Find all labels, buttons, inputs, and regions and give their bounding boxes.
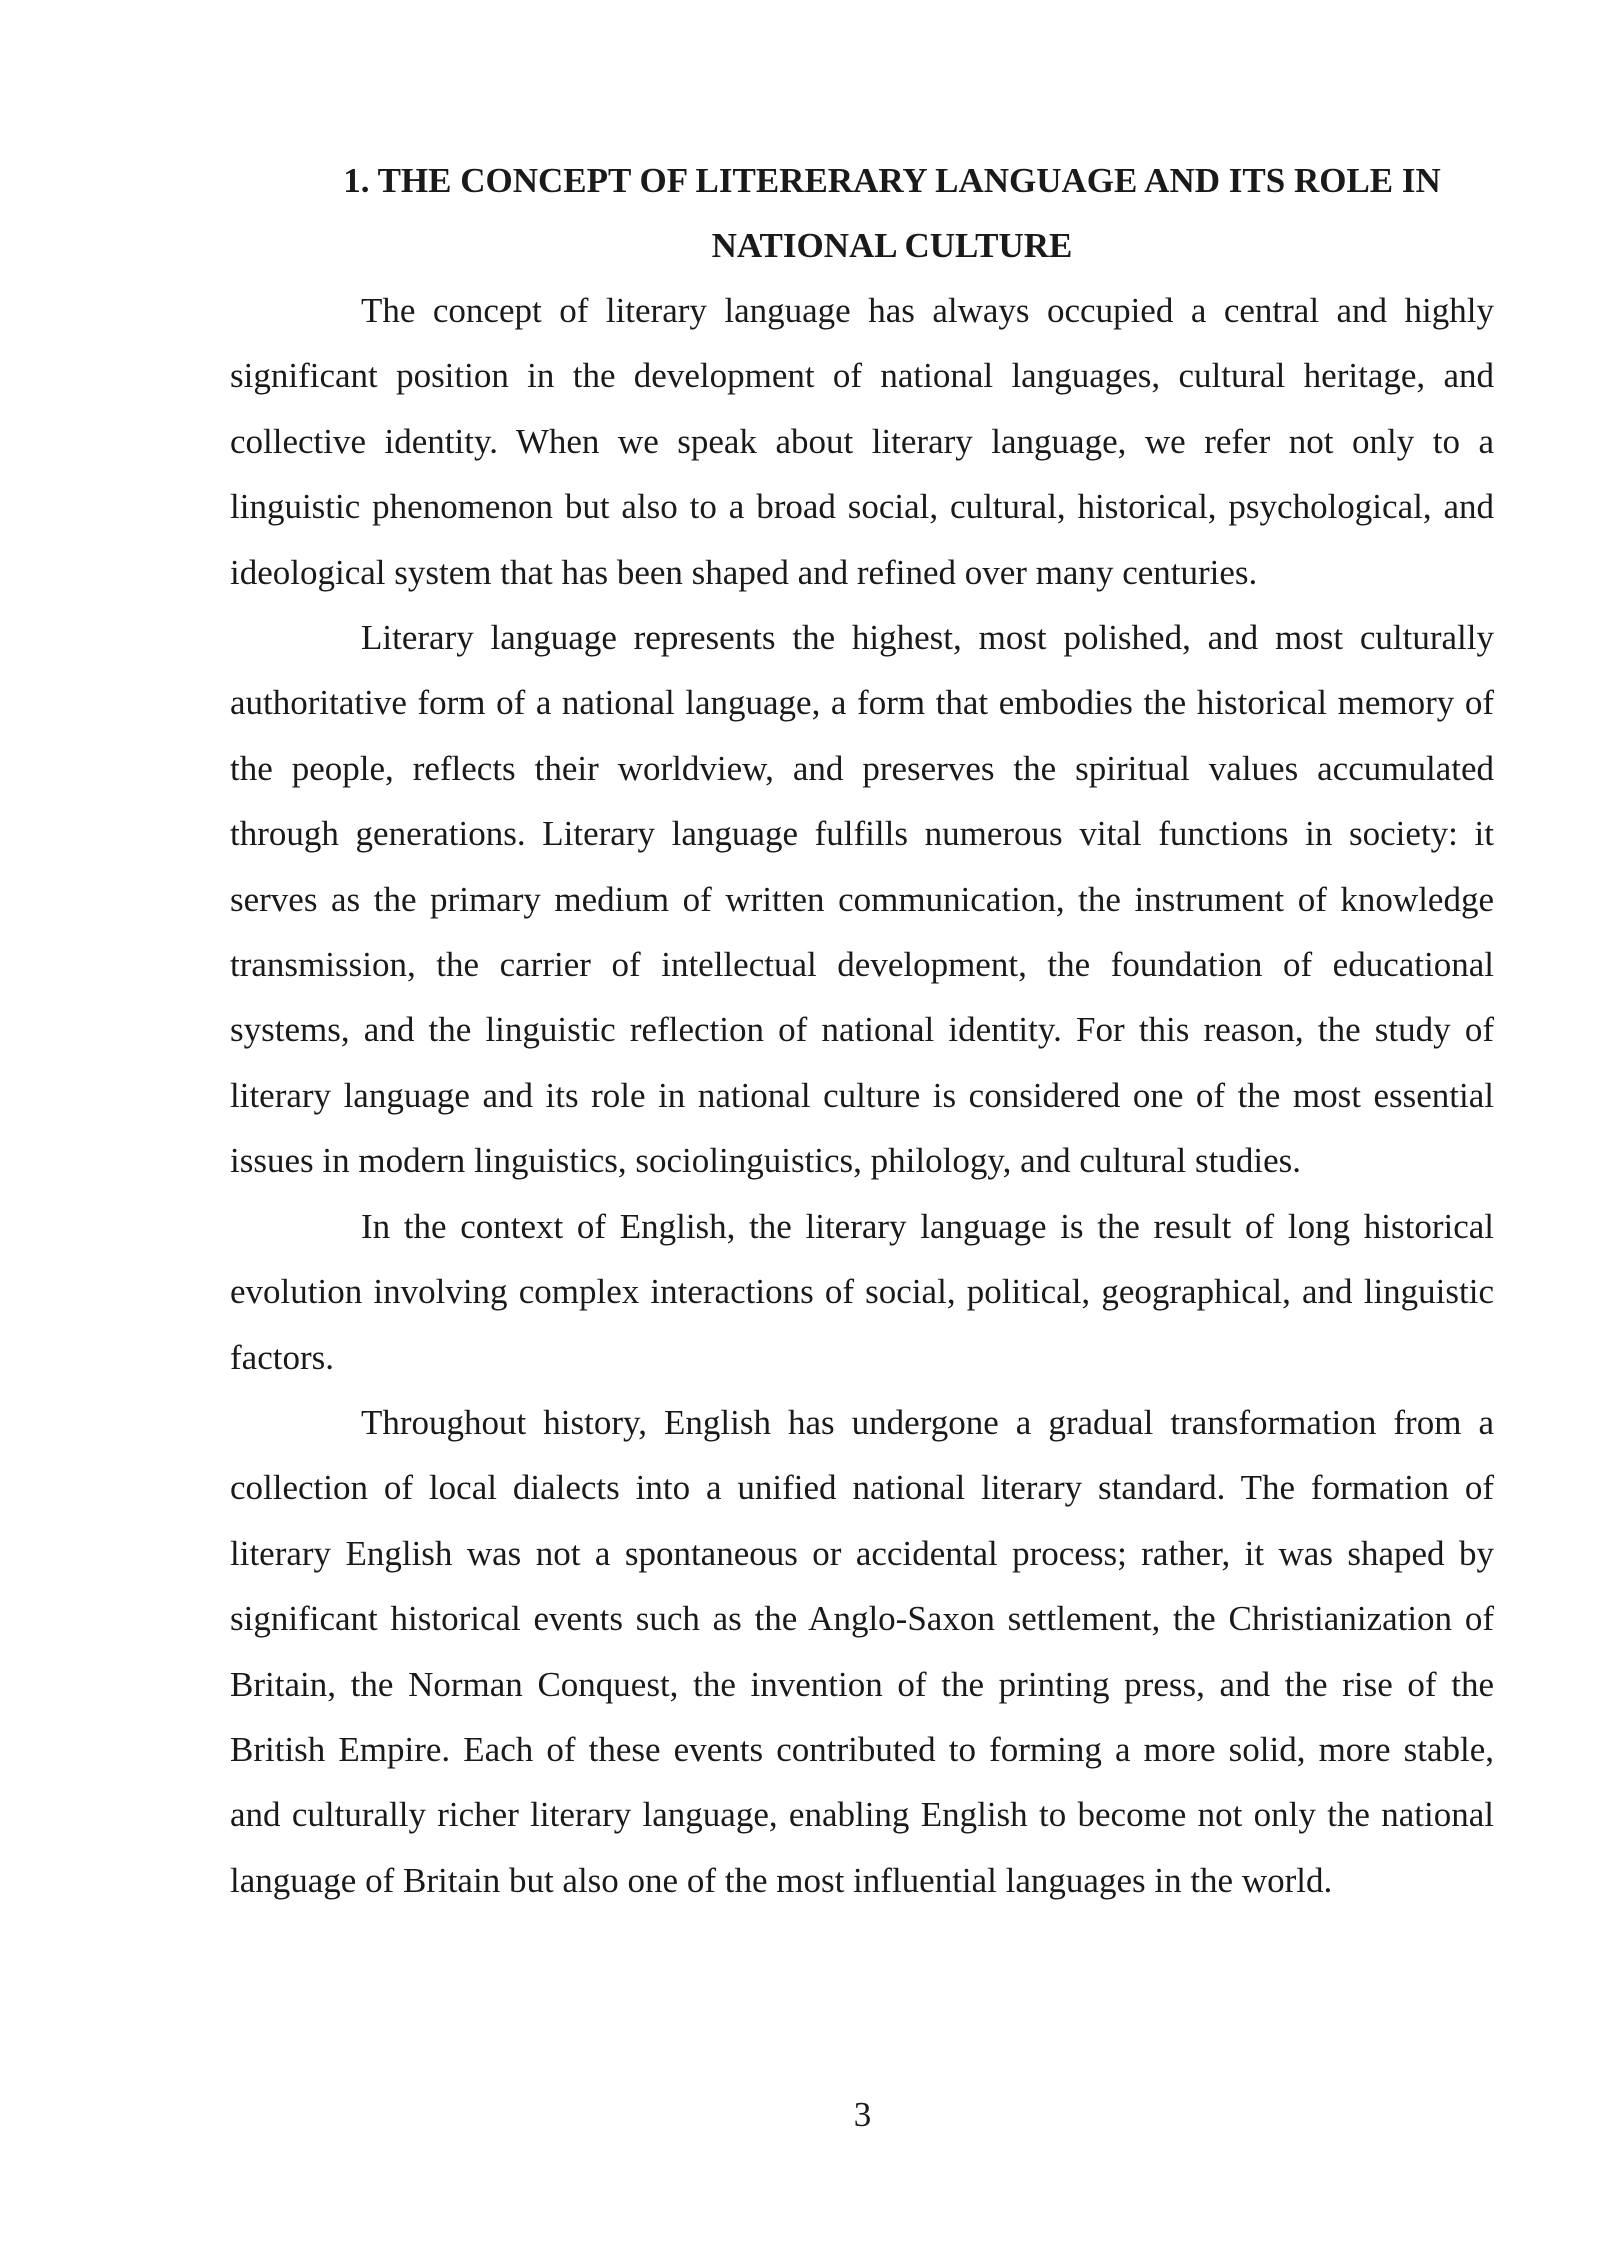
section-heading-line-2: NATIONAL CULTURE (711, 226, 1073, 265)
paragraph-4: Throughout history, English has undergone a gradual transformation from a collection of local dialects into a unified national literary standard. The formation of literary English was not a spontaneous or accidental process; rather, it was shaped by significant historical events such as the Anglo-Saxon settlement, the Christianization of Britain, the Norman Conquest, the invention of the printing press, and the rise of the British Empire. Each of these events contributed to forming a more solid, more stable, and culturally richer literary language, enabling English to become not only the national language of Britain but also one of the most influential languages in the world. (230, 1402, 1494, 1900)
page-number: 3 (853, 2095, 872, 2134)
page-body (230, 148, 1494, 1913)
paragraph-1: The concept of literary language has always occupied a central and highly significant position in the development of national languages, cultural heritage, and collective identity. When we speak about literary language, we refer not only to a linguistic phenomenon but also to a broad social, cultural, historical, psychological, and ideological system that has been shaped and refined over many centuries. (230, 291, 1494, 592)
section-heading-line-1: 1. THE CONCEPT OF LITERERARY LANGUAGE AND ITS ROLE IN (343, 161, 1441, 200)
paragraph-2: Literary language represents the highest, most polished, and most culturally authoritative form of a national language, a form that embodies the historical memory of the people, reflects their worldview, and preserves the spiritual values accumulated through generations. Literary language fulfills numerous vital functions in society: it serves as the primary medium of written communication, the instrument of knowledge transmission, the carrier of intellectual development, the foundation of educational systems, and the linguistic reflection of national identity. For this reason, the study of literary language and its role in national culture is considered one of the most essential issues in modern linguistics, sociolinguistics, philology, and cultural studies. (230, 618, 1494, 1181)
section-heading (230, 148, 1494, 278)
paragraph-3: In the context of English, the literary language is the result of long historical evolution involving complex interactions of social, political, geographical, and linguistic factors. (230, 1206, 1494, 1377)
